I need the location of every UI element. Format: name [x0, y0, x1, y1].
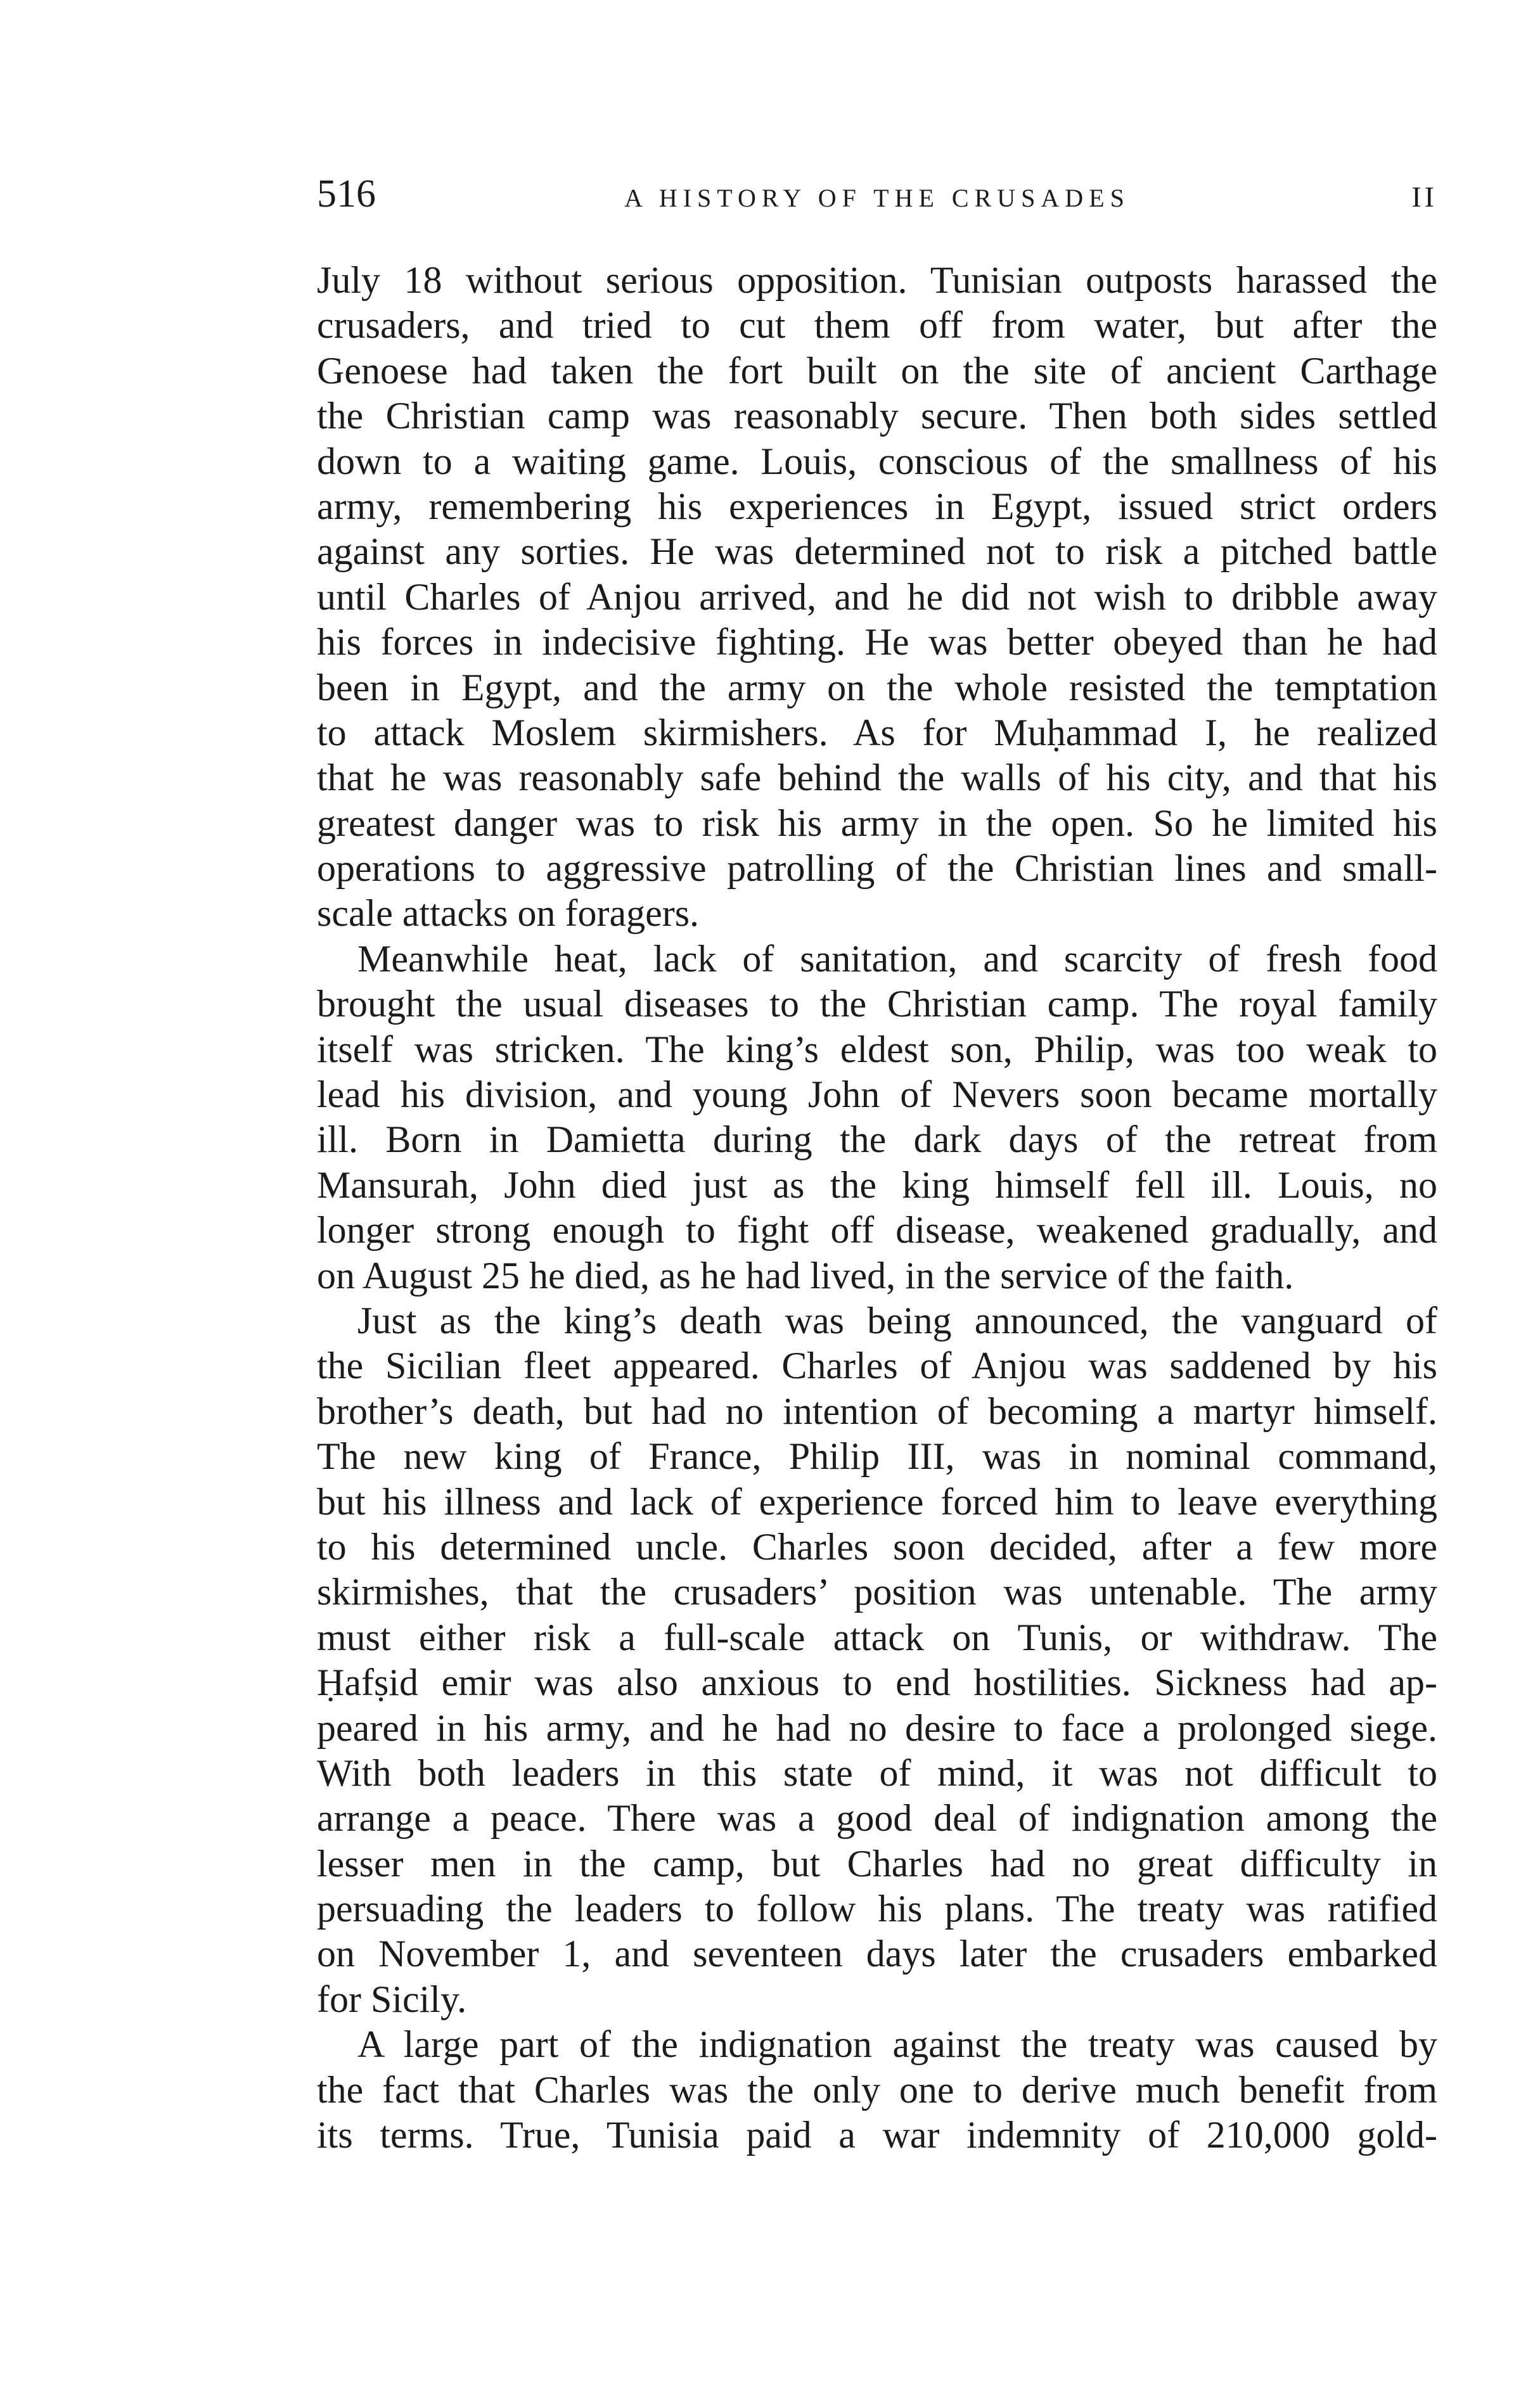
text-line: persuading the leaders to follow his plans. The treaty was ratified [317, 1888, 1437, 1930]
text-line: its terms. True, Tunisia paid a war indemnity of 210,000 gold- [317, 2114, 1437, 2156]
paragraph [317, 1298, 1437, 2022]
text-line: to his determined uncle. Charles soon decided, after a few more [317, 1525, 1437, 1568]
text-line: July 18 without serious opposition. Tunisian outposts harassed the [317, 259, 1437, 301]
text-line: lesser men in the camp, but Charles had no great difficulty in [317, 1842, 1437, 1885]
text-line: Genoese had taken the fort built on the site of ancient Carthage [317, 349, 1437, 392]
text-line: Mansurah, John died just as the king himself fell ill. Louis, no [317, 1163, 1437, 1206]
paragraph [317, 2022, 1437, 2158]
text-line: the fact that Charles was the only one to derive much benefit from [317, 2068, 1437, 2111]
text-line: itself was stricken. The king’s eldest son, Philip, was too weak to [317, 1028, 1437, 1070]
body-text [317, 258, 1437, 2158]
text-line: down to a waiting game. Louis, conscious of the smallness of his [317, 440, 1437, 482]
text-line: A large part of the indignation against the treaty was caused by [357, 2023, 1437, 2066]
text-line: brought the usual diseases to the Christian camp. The royal family [317, 983, 1437, 1025]
text-line: Just as the king’s death was being announced, the vanguard of [357, 1299, 1437, 1342]
text-line: the Christian camp was reasonably secure. Then both sides settled [317, 395, 1437, 437]
text-line: crusaders, and tried to cut them off from water, but after the [317, 304, 1437, 347]
text-line: The new king of France, Philip III, was in nominal command, [317, 1435, 1437, 1478]
text-line: the Sicilian fleet appeared. Charles of Anjou was saddened by his [317, 1345, 1437, 1387]
text-line: to attack Moslem skirmishers. As for Muḥammad I, he realized [317, 711, 1437, 753]
text-line: longer strong enough to fight off disease, weakened gradually, and [317, 1209, 1437, 1252]
text-line: Meanwhile heat, lack of sanitation, and scarcity of fresh food [357, 937, 1437, 980]
text-line: operations to aggressive patrolling of the Christian lines and small- [317, 847, 1437, 890]
text-line: for Sicily. [317, 1978, 467, 2020]
text-line: skirmishes, that the crusaders’ position was untenable. The army [317, 1571, 1437, 1613]
chapter-number: II [1411, 181, 1437, 213]
page-number: 516 [317, 172, 376, 215]
text-line: brother’s death, but had no intention of becoming a martyr himself. [317, 1390, 1437, 1432]
text-line: arrange a peace. There was a good deal of indignation among the [317, 1797, 1437, 1840]
text-line: on August 25 he died, as he had lived, in the service of the faith. [317, 1254, 1294, 1297]
text-line: that he was reasonably safe behind the walls of his city, and that his [317, 757, 1437, 799]
text-line: his forces in indecisive fighting. He was better obeyed than he had [317, 621, 1437, 663]
text-line: but his illness and lack of experience forced him to leave everything [317, 1480, 1437, 1523]
text-line: Ḥafṣid emir was also anxious to end hostilities. Sickness had ap- [317, 1662, 1437, 1704]
text-line: on November 1, and seventeen days later the crusaders embarked [317, 1933, 1437, 1975]
text-line: scale attacks on foragers. [317, 892, 700, 935]
paragraph [317, 258, 1437, 937]
text-line: army, remembering his experiences in Egypt, issued strict orders [317, 485, 1437, 527]
text-line: peared in his army, and he had no desire to face a prolonged siege. [317, 1707, 1437, 1749]
text-line: must either risk a full-scale attack on Tunis, or withdraw. The [317, 1616, 1437, 1658]
running-title: A HISTORY OF THE CRUSADES [624, 184, 1130, 212]
text-line: lead his division, and young John of Nevers soon became mortally [317, 1073, 1437, 1116]
text-line: been in Egypt, and the army on the whole resisted the temptation [317, 666, 1437, 708]
text-line: against any sorties. He was determined not to risk a pitched battle [317, 530, 1437, 573]
text-line: ill. Born in Damietta during the dark days of the retreat from [317, 1118, 1437, 1161]
text-line: until Charles of Anjou arrived, and he did not wish to dribble away [317, 575, 1437, 618]
text-line: greatest danger was to risk his army in the open. So he limited his [317, 802, 1437, 844]
text-line: With both leaders in this state of mind, it was not difficult to [317, 1752, 1437, 1794]
paragraph [317, 937, 1437, 1298]
running-header [317, 171, 1437, 217]
